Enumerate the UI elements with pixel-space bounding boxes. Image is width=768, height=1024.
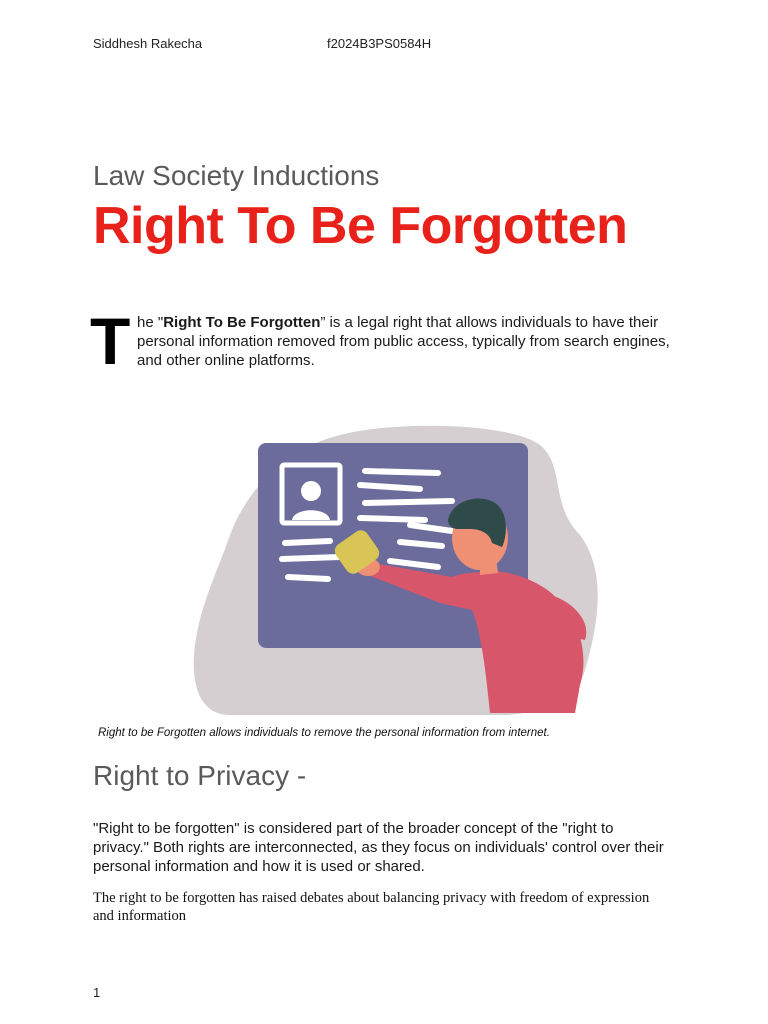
person-erasing-profile-illustration (190, 425, 600, 715)
section-paragraph-2: The right to be forgotten has raised debates about balancing privacy with freedom of expression and information (93, 890, 650, 924)
avatar-head (301, 481, 321, 501)
page-number: 1 (93, 985, 101, 1000)
drop-cap: T (90, 304, 131, 378)
intro-paragraph (137, 313, 677, 370)
document-subtitle: Law Society Inductions (93, 160, 380, 191)
header-author: Siddhesh Rakecha (93, 36, 203, 51)
header-student-id: f2024B3PS0584H (327, 36, 432, 51)
intro-bold-term: Right To Be Forgotten (163, 314, 321, 331)
intro-text-before: he " (137, 314, 164, 331)
document-title: Right To Be Forgotten (93, 197, 628, 255)
section-paragraph-1: "Right to be forgotten" is considered part of the broader concept of the "right to privacy." Both rights are interconnected, as they focus on individuals' control over their personal information and how it is used or shared. (93, 820, 664, 875)
intro-text-after: ” is a legal right that allows individuals to have their personal information removed from public access, typically from search engines, and other online platforms. (137, 314, 670, 369)
section-heading: Right to Privacy - (93, 760, 307, 791)
figure-caption: Right to be Forgotten allows individuals to remove the personal information from internet. (98, 727, 550, 739)
